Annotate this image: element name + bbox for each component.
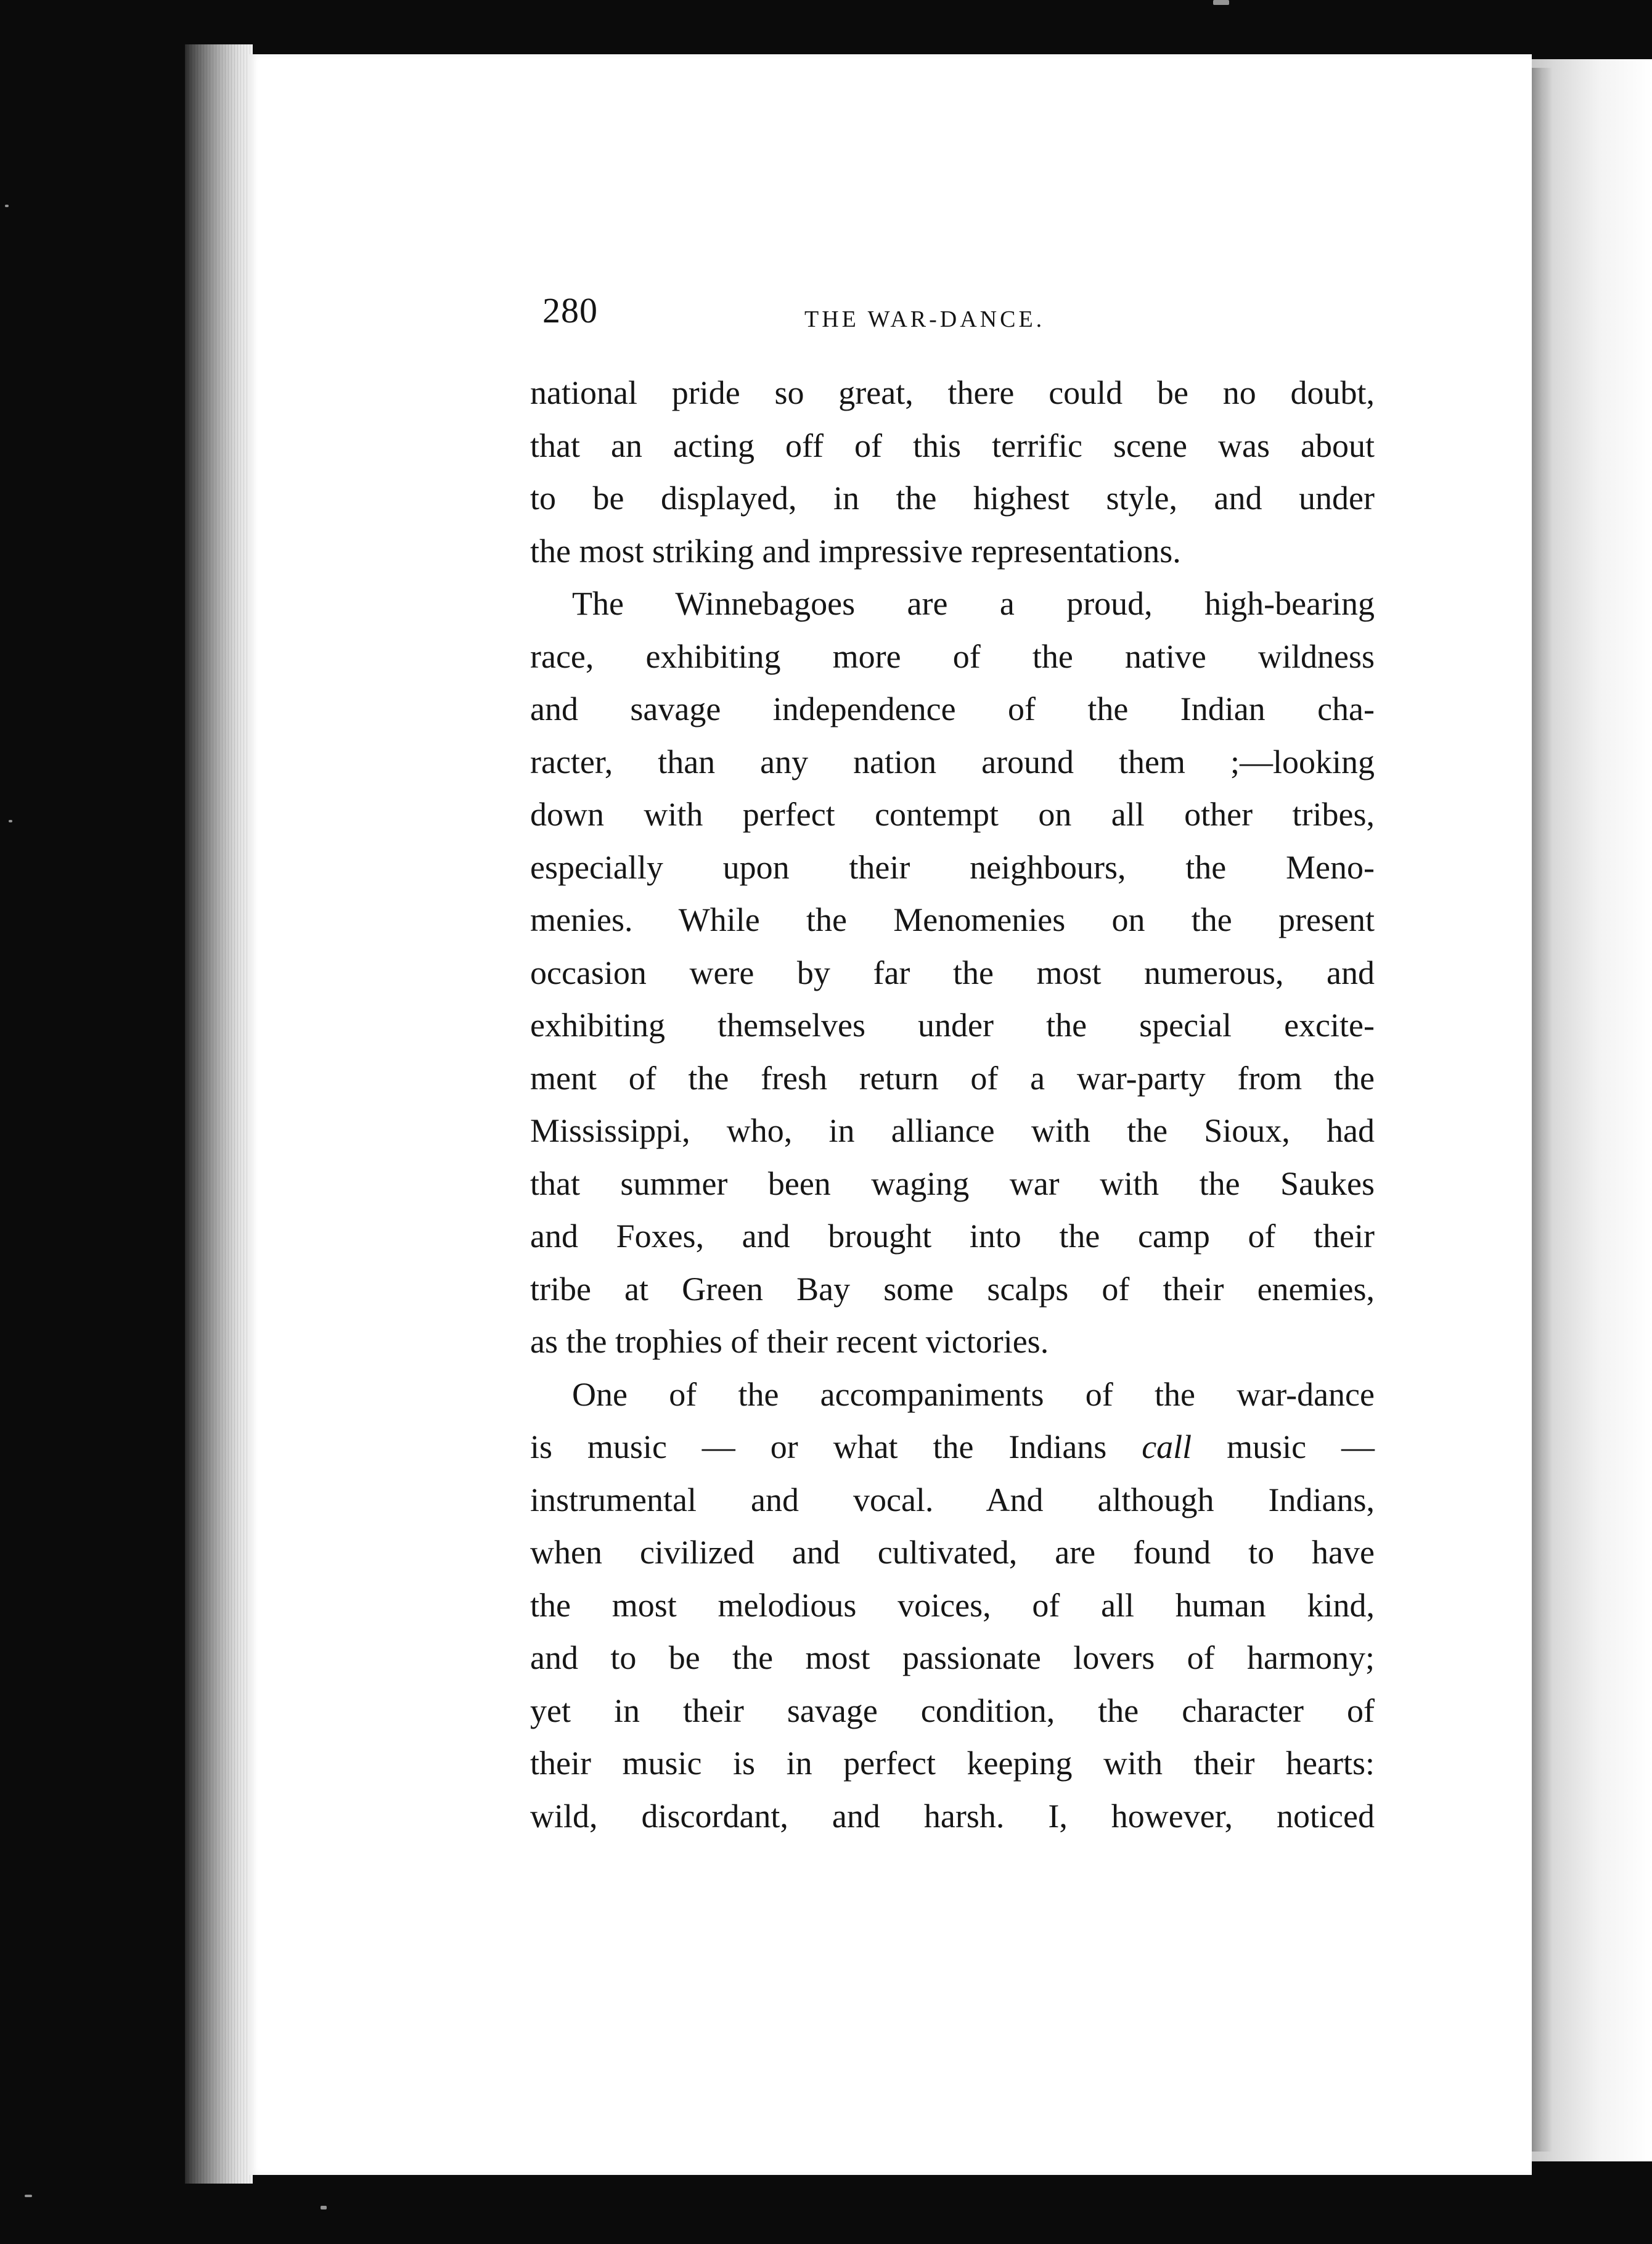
running-head: THE WAR-DANCE. bbox=[804, 306, 1045, 332]
text-line: and savage independence of the Indian cha- bbox=[530, 690, 1375, 727]
scan-speck bbox=[5, 205, 9, 207]
text-segment: music — bbox=[1192, 1428, 1375, 1465]
text-line: down with perfect contempt on all other tribes, bbox=[530, 796, 1375, 833]
text-line: especially upon their neighbours, the Meno- bbox=[530, 848, 1375, 886]
scan-speck bbox=[321, 2206, 327, 2209]
page-number: 280 bbox=[542, 290, 598, 330]
text-line: tribe at Green Bay some scalps of their enemies, bbox=[530, 1270, 1375, 1308]
text-line: the most striking and impressive representations. bbox=[530, 532, 1181, 570]
page-header bbox=[542, 290, 1368, 345]
text-line-with-italic bbox=[530, 1421, 1375, 1474]
text-line: exhibiting themselves under the special excite- bbox=[530, 1007, 1375, 1044]
text-line: ment of the fresh return of a war-party from the bbox=[530, 1059, 1375, 1097]
text-line: Mississippi, who, in alliance with the Sioux, had bbox=[530, 1112, 1375, 1149]
text-line: the most melodious voices, of all human kind, bbox=[530, 1586, 1375, 1624]
text-line: The Winnebagoes are a proud, high-bearing bbox=[572, 585, 1375, 622]
text-line: to be displayed, in the highest style, and under bbox=[530, 480, 1375, 517]
text-line: and to be the most passionate lovers of harmony; bbox=[530, 1639, 1375, 1676]
left-page-edges bbox=[185, 44, 253, 2184]
text-line: their music is in perfect keeping with their hearts: bbox=[530, 1745, 1375, 1782]
text-line: occasion were by far the most numerous, and bbox=[530, 954, 1375, 991]
text-line: racter, than any nation around them ;—looking bbox=[530, 743, 1375, 780]
text-line: instrumental and vocal. And although Indians, bbox=[530, 1481, 1375, 1518]
text-line: and Foxes, and brought into the camp of their bbox=[530, 1218, 1375, 1255]
scan-speck bbox=[25, 2195, 32, 2197]
text-segment: is music — or what the Indians bbox=[530, 1428, 1142, 1465]
body-text bbox=[530, 367, 1375, 1843]
scan-speck bbox=[9, 820, 12, 822]
italic-word: call bbox=[1142, 1428, 1192, 1465]
text-line: wild, discordant, and harsh. I, however, noticed bbox=[530, 1797, 1375, 1835]
text-line: when civilized and cultivated, are found to have bbox=[530, 1534, 1375, 1571]
scan-speck bbox=[1213, 0, 1229, 5]
text-line: as the trophies of their recent victories. bbox=[530, 1323, 1049, 1360]
text-line: One of the accompaniments of the war-dance bbox=[572, 1375, 1375, 1413]
text-line: yet in their savage condition, the character of bbox=[530, 1692, 1375, 1729]
text-line: national pride so great, there could be no doubt, bbox=[530, 374, 1375, 411]
text-line: menies. While the Menomenies on the present bbox=[530, 901, 1375, 938]
text-line: race, exhibiting more of the native wildness bbox=[530, 637, 1375, 675]
text-line: that an acting off of this terrific scene was about bbox=[530, 427, 1375, 464]
text-line: that summer been waging war with the Saukes bbox=[530, 1165, 1375, 1202]
